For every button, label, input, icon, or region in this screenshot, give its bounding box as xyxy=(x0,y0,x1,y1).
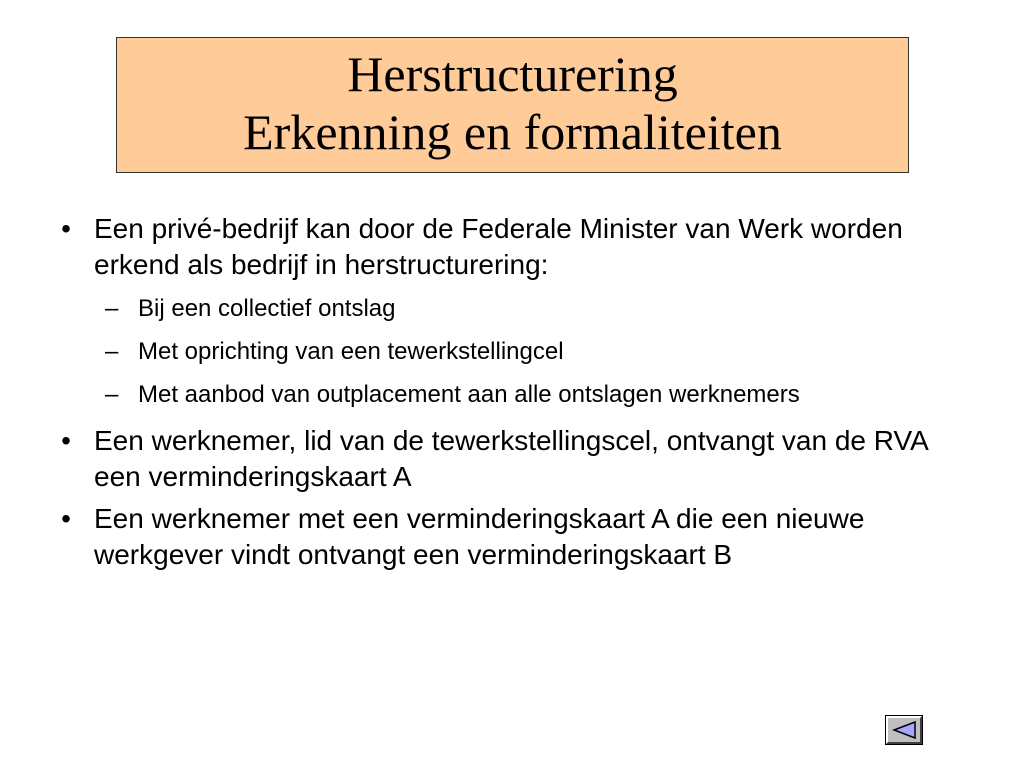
dash-marker: – xyxy=(105,338,119,365)
sub-bullet-text: Bij een collectief ontslag xyxy=(138,295,396,322)
bullet-marker: • xyxy=(61,213,71,244)
bullet-list xyxy=(56,211,956,579)
dash-marker: – xyxy=(105,381,119,408)
dash-marker: – xyxy=(105,295,119,322)
triangle-left-icon xyxy=(892,720,918,740)
bullet-text: Een werknemer, lid van de tewerkstellingscel, ontvangt van de RVA een verminderingskaart A xyxy=(94,425,928,492)
bullet-text: Een privé-bedrijf kan door de Federale Minister van Werk worden erkend als bedrijf in herstructurering: xyxy=(94,213,903,280)
sub-bullet-text: Met oprichting van een tewerkstellingcel xyxy=(138,338,564,365)
sub-bullet-text: Met aanbod van outplacement aan alle ontslagen werknemers xyxy=(138,381,800,408)
title-box xyxy=(116,37,909,173)
bullet-text: Een werknemer met een verminderingskaart A die een nieuwe werkgever vindt ontvangt een verminderingskaart B xyxy=(94,503,865,570)
bullet-item-3 xyxy=(56,501,956,573)
sub-bullet-item-3 xyxy=(105,380,956,410)
slide-title-line-2: Erkenning en formaliteiten xyxy=(243,104,782,160)
back-button[interactable] xyxy=(886,716,922,744)
bullet-item-2 xyxy=(56,423,956,495)
sub-bullet-item-2 xyxy=(105,337,956,367)
bullet-marker: • xyxy=(61,425,71,456)
bullet-marker: • xyxy=(61,503,71,534)
bullet-item-1 xyxy=(56,211,956,283)
sub-bullet-item-1 xyxy=(105,294,956,324)
slide-title-line-1: Herstructurering xyxy=(347,46,678,102)
sub-bullet-list xyxy=(56,294,956,410)
